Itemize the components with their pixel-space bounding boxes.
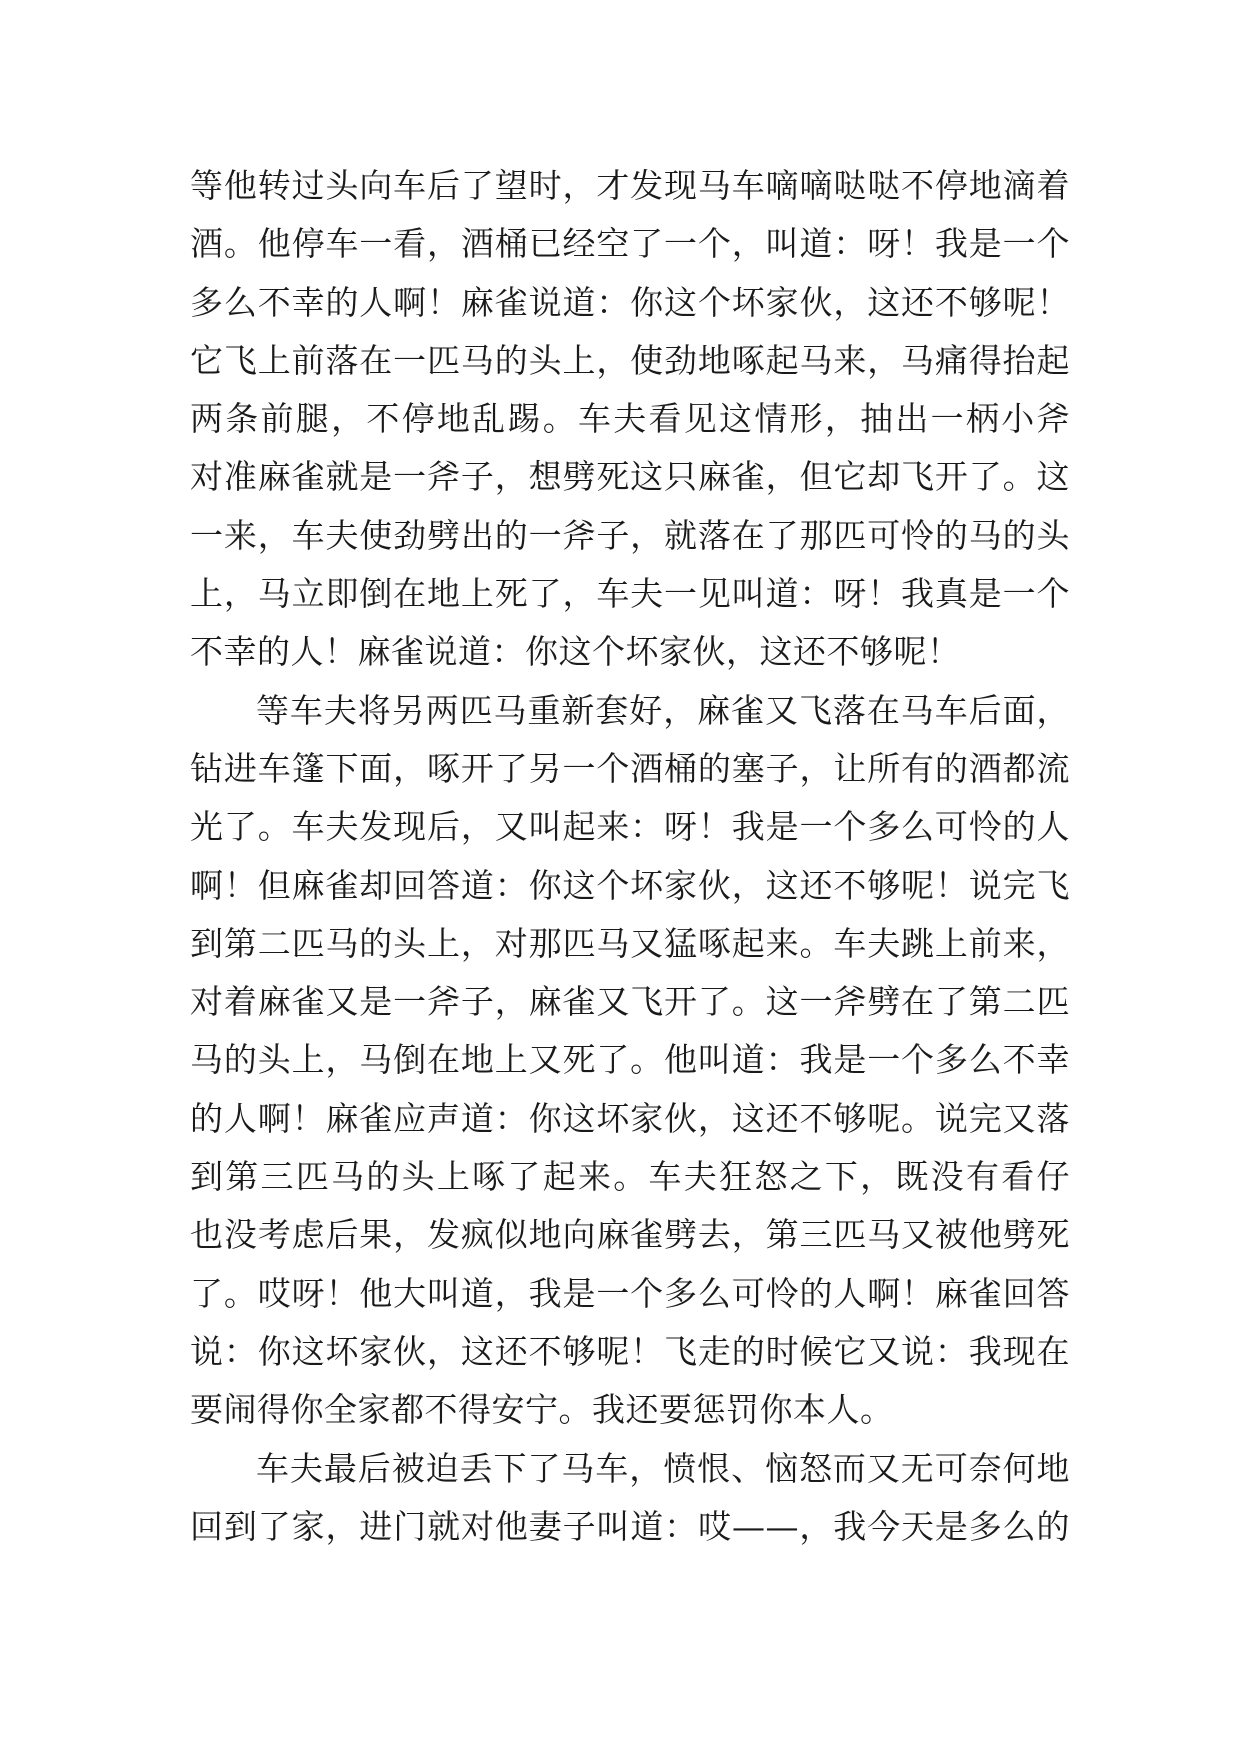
text-line: 多么不幸的人啊！麻雀说道：你这个坏家伙，这还不够呢！ — [190, 282, 1070, 322]
text-line: 的人啊！麻雀应声道：你这坏家伙，这还不够呢。说完又落 — [190, 1098, 1070, 1138]
text-line: 马的头上，马倒在地上又死了。他叫道：我是一个多么不幸 — [190, 1040, 1070, 1080]
text-line: 到第二匹马的头上，对那匹马又猛啄起来。车夫跳上前来， — [190, 923, 1070, 963]
text-line: 对着麻雀又是一斧子，麻雀又飞开了。这一斧劈在了第二匹 — [190, 982, 1070, 1022]
text-line: 钻进车篷下面，啄开了另一个酒桶的塞子，让所有的酒都流 — [190, 748, 1070, 788]
text-line: 对准麻雀就是一斧子，想劈死这只麻雀，但它却飞开了。这 — [190, 457, 1070, 497]
text-line: 酒。他停车一看，酒桶已经空了一个，叫道：呀！我是一个 — [190, 224, 1070, 264]
text-line: 光了。车夫发现后，又叫起来：呀！我是一个多么可怜的人 — [190, 807, 1070, 847]
paragraph — [190, 157, 1070, 682]
text-line: 一来，车夫使劲劈出的一斧子，就落在了那匹可怜的马的头 — [190, 515, 1070, 555]
text-line: 上，马立即倒在地上死了，车夫一见叫道：呀！我真是一个 — [190, 574, 1070, 614]
text-line: 等他转过头向车后了望时，才发现马车嘀嘀哒哒不停地滴着 — [190, 166, 1070, 205]
text-line: 它飞上前落在一匹马的头上，使劲地啄起马来，马痛得抬起 — [190, 340, 1070, 380]
text-line: 到第三匹马的头上啄了起来。车夫狂怒之下，既没有看仔 — [190, 1157, 1070, 1197]
body-text — [190, 157, 1070, 1556]
text-line: 等车夫将另两匹马重新套好，麻雀又飞落在马车后面， — [256, 690, 1070, 730]
paragraph — [190, 1440, 1070, 1557]
text-line: 说：你这坏家伙，这还不够呢！飞走的时候它又说：我现在 — [190, 1331, 1070, 1371]
text-line: 也没考虑后果，发疯似地向麻雀劈去，第三匹马又被他劈死 — [190, 1215, 1070, 1255]
text-line: 回到了家，进门就对他妻子叫道：哎——，我今天是多么的 — [190, 1506, 1070, 1546]
paragraph — [190, 682, 1070, 1440]
text-line: 车夫最后被迫丢下了马车，愤恨、恼怒而又无可奈何地 — [256, 1448, 1070, 1488]
text-line: 不幸的人！麻雀说道：你这个坏家伙，这还不够呢！ — [190, 632, 961, 672]
text-line: 两条前腿，不停地乱踢。车夫看见这情形，抽出一柄小斧 — [190, 399, 1070, 439]
text-line: 了。哎呀！他大叫道，我是一个多么可怜的人啊！麻雀回答 — [190, 1273, 1070, 1313]
text-line: 啊！但麻雀却回答道：你这个坏家伙，这还不够呢！说完飞 — [190, 865, 1070, 905]
text-line: 要闹得你全家都不得安宁。我还要惩罚你本人。 — [190, 1390, 894, 1430]
